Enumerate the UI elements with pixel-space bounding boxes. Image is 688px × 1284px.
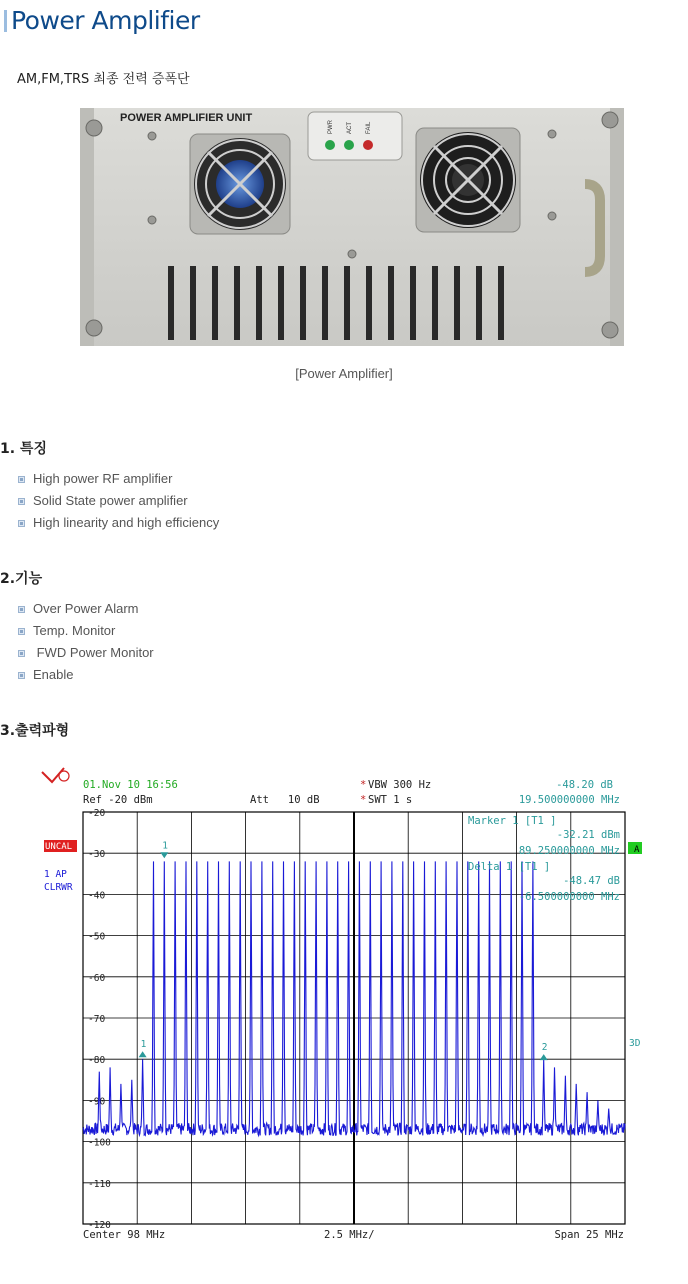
list-item: High power RF amplifier	[18, 468, 219, 490]
list-item: Temp. Monitor	[18, 620, 154, 642]
fail-led-icon	[363, 140, 373, 150]
led-label-pwr: PWR	[328, 120, 334, 134]
page-title: Power Amplifier	[11, 6, 200, 35]
delta-title: Delta 1 [T1 ]	[468, 861, 551, 873]
page-subtitle: AM,FM,TRS 최종 전력 증폭단	[17, 72, 190, 87]
marker-triangle-icon	[160, 852, 168, 858]
vbw-asterisk: *	[360, 779, 367, 791]
y-tick-label: -60	[88, 972, 106, 984]
a-label: A	[634, 845, 640, 855]
functions-list	[18, 598, 154, 686]
marker-info-box	[468, 815, 620, 903]
section-heading-output-waveform: 3.출력파형	[0, 723, 70, 739]
y-tick-label: -90	[88, 1096, 106, 1108]
y-tick-label: -50	[88, 931, 106, 943]
title-accent-bar	[4, 10, 7, 32]
photo-caption: [Power Amplifier]	[295, 366, 393, 381]
list-item: High linearity and high efficiency	[18, 512, 219, 534]
sa-div: 2.5 MHz/	[324, 1229, 375, 1241]
y-tick-label: -120	[88, 1220, 111, 1231]
power-amplifier-photo	[80, 108, 624, 346]
marker-label: 1	[162, 840, 169, 852]
panel-label: POWER AMPLIFIER UNIT	[120, 112, 253, 124]
sa-center: Center 98 MHz	[83, 1229, 166, 1241]
list-item: Over Power Alarm	[18, 598, 154, 620]
y-tick-label: -70	[88, 1014, 106, 1025]
section-heading-features: 1. 특징	[0, 441, 47, 457]
list-item: Solid State power amplifier	[18, 490, 219, 512]
marker-label: 1	[140, 1039, 147, 1051]
bullet-icon	[18, 520, 25, 527]
bullet-icon	[18, 498, 25, 505]
sa-vbw: VBW 300 Hz	[368, 779, 432, 791]
sa-marker-freq: 19.500000000 MHz	[518, 794, 620, 806]
sa-sweep-time: SWT 1 s	[368, 794, 413, 806]
y-tick-label: -30	[88, 849, 106, 861]
sa-ref-level: Ref -20 dBm	[83, 794, 153, 806]
3d-label: 3D	[629, 1038, 641, 1049]
marker1-freq: 89.250000000 MHz	[518, 845, 620, 857]
bullet-icon	[18, 672, 25, 679]
y-tick-label: -80	[88, 1055, 106, 1067]
features-list	[18, 468, 219, 534]
marker-triangle-icon	[540, 1054, 548, 1060]
sa-marker-level: -48.20 dB	[556, 779, 613, 791]
bullet-icon	[18, 628, 25, 635]
bullet-icon	[18, 606, 25, 613]
y-tick-label: -20	[88, 808, 106, 819]
led-label-act: ACT	[347, 122, 353, 134]
y-tick-label: -40	[88, 890, 106, 902]
marker1-level: -32.21 dBm	[556, 829, 620, 841]
delta-level: -48.47 dB	[563, 875, 620, 887]
spectrum-plot	[38, 762, 650, 1246]
y-tick-label: -100	[88, 1137, 111, 1149]
y-tick-labels	[88, 808, 111, 1231]
swt-asterisk: *	[360, 794, 367, 806]
bullet-icon	[18, 650, 25, 657]
list-item: Enable	[18, 664, 154, 686]
marker-label: 2	[541, 1042, 548, 1054]
rs-logo-icon	[42, 768, 69, 782]
bullet-icon	[18, 476, 25, 483]
sa-span: Span 25 MHz	[554, 1229, 624, 1241]
marker-layer	[139, 840, 551, 1060]
left-fan-icon	[190, 134, 290, 234]
marker-triangle-icon	[139, 1051, 147, 1057]
trace-label-1: 1 AP	[44, 869, 67, 880]
right-fan-icon	[416, 128, 520, 232]
led-label-fail: FAIL	[366, 121, 372, 134]
uncal-label: UNCAL	[45, 842, 73, 852]
pwr-led-icon	[325, 140, 335, 150]
trace-label-2: CLRWR	[44, 882, 73, 893]
sa-date: 01.Nov 10 16:56	[83, 779, 178, 791]
marker1-title: Marker 1 [T1 ]	[468, 815, 557, 827]
section-heading-functions: 2.기능	[0, 571, 43, 587]
y-tick-label: -110	[88, 1178, 111, 1190]
list-item: FWD Power Monitor	[18, 642, 154, 664]
sa-attenuation: Att 10 dB	[250, 794, 320, 806]
act-led-icon	[344, 140, 354, 150]
delta-freq: -6.500000000 MHz	[518, 891, 620, 903]
